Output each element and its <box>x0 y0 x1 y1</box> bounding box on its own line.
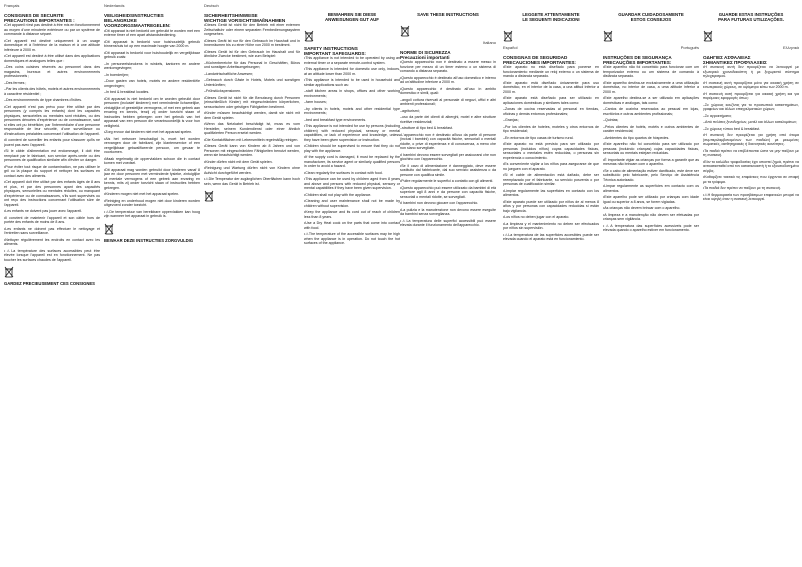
paragraph: •Este aparato está diseñado únicamente para uso doméstico, en el interior de la casa, a una altitud inferior a 2000 m. <box>503 80 599 94</box>
paragraph: –In bed & breakfast locaties. <box>104 90 150 95</box>
paragraph: –bed and breakfast type environments. <box>304 117 367 122</box>
paragraph: •Questo apparecchio è destinato all'uso in ambito domestico e simili, quali: <box>400 86 496 96</box>
paragraph: •Dieses Gerät kann von Kindern ab 8 Jahren und von Personen mit eingeschränkten Fähigkeiten benutzt werden, wenn sie beaufsichtigt werden. <box>204 144 300 158</box>
paragraph: –En entornos de tipo casas de turismo rural. <box>503 135 574 140</box>
recycle-bin-icon <box>400 25 410 37</box>
paragraph: •If the supply cord is damaged, it must be replaced by the manufacturer, its service agent or similarly qualified persons in order to avoid a hazard. <box>304 155 400 169</box>
paragraph: •Dieses Gerät ist nicht für den Betrieb mit einer externen Zeitschaltuhr oder einem separaten Fernbedienungssystem vorgesehen. <box>204 23 300 37</box>
paragraph: •⚠Η θερμοκρασία των προσβάσιμων επιφανειών μπορεί να είναι υψηλή όταν η συσκευή λειτουργεί. <box>703 192 799 202</box>
paragraph: •Kinderen mogen niet met het apparaat spelen. <box>104 192 180 197</box>
column-french <box>4 4 100 564</box>
paragraph: •Si el cable de alimentación está dañado, debe ser reemplazado por el fabricante, su servicio posventa o por personas de cualificación similar. <box>503 173 599 187</box>
paragraph: •As crianças não devem brincar com o aparelho. <box>603 206 681 211</box>
paragraph: •Dit apparaat is niet bedoeld om te worden gebruikt door personen (inclusief kinderen) met verminderde lichamelijke, zintuiglijke of geestelijke vermogens, of met een gebrek aan ervaring en kennis, tenzij zij onder toezicht staan of instructies hebben gekregen over het gebruik van het apparaat van een persoon die verantwoordelijk is voor hun veiligheid. <box>104 96 200 128</box>
paragraph: •This appliance is intended for domestic use only, indoors, at an altitude lower than 2000 m. <box>304 67 400 76</box>
paragraph: •Si le câble d'alimentation est endommagé, il doit être remplacé par le fabricant, son service après-vente ou des personnes de qualification similaire afin d'éviter un danger. <box>4 149 100 163</box>
paragraph: •Il convient de surveiller les enfants pour s'assurer qu'ils ne jouent pas avec l'appareil. <box>4 138 100 147</box>
paragraph: •Limpiar regularmente las superficies en contacto con los alimentos. <box>503 188 599 198</box>
paragraph: –Quintas; <box>603 118 619 123</box>
recycle-bin-icon <box>304 30 314 42</box>
paragraph: •Este aparelho não foi concebido para funcionar com um temporizador externo ou um sistema de comando à distância separado. <box>603 65 699 79</box>
paragraph: •A limpeza e a manutenção não devem ser efetuadas por crianças sem vigilância. <box>603 212 699 222</box>
section-title: CONSIGNAS DE SEGURIDAD PRECAUCIONES IMPORTANTES: <box>503 55 576 66</box>
symbol-row <box>503 30 599 42</box>
paragraph: •Este aparato puede ser utilizado por niños de al menos 8 años y por personas con capacidades reducidas si están bajo vigilancia. <box>503 199 599 213</box>
symbol-row <box>703 30 799 42</box>
paragraph: •Dit apparaat is bedoeld voor huishoudelijk en vergelijkbaar gebruik zoals: <box>104 50 200 60</box>
paragraph: •Este aparelho destina-se exclusivamente a uma utilização doméstica, no interior de casa, a uma altitude inferior a 2000 m. <box>603 80 699 94</box>
paragraph: •Pour éviter tout risque de contamination, ne pas utiliser le gril ou la plaque du support et nettoyer les surfaces en contact avec des aliments. <box>4 164 100 178</box>
paragraph: •Cleaning and user maintenance shall not be made by children without supervision. <box>304 199 400 208</box>
paragraph: •Use a Dry Heat cook on the parts that come into contact with food. <box>304 221 400 230</box>
symbol-row <box>4 266 100 278</box>
paragraph: –Από πελάτες ξενοδοχείων, μοτέλ και άλλων καταλυμάτων; <box>703 120 798 125</box>
keep-advice-banner: GUARDAR CUIDADOSAMENTE ESTOS CONSEJOS <box>618 12 684 22</box>
paragraph: •Dieses Gerät ist für den Gebrauch im Haushalt und für ähnliche Zwecke bestimmt, wie zum Beispiel: <box>204 49 300 59</box>
paragraph: –angoli cottura riservati al personale di negozi, uffici e altri ambienti professionali; <box>400 97 496 107</box>
paragraph: •Les enfants ne doivent pas jouer avec l'appareil. <box>4 209 83 214</box>
paragraph: –In personeelskeukens in winkels, kantoren en andere werkomgevingen; <box>104 61 200 71</box>
paragraph: –Door gasten van hotels, motels en andere residentiële omgevingen; <box>104 79 200 88</box>
recycle-bin-icon <box>104 223 114 235</box>
paragraph: •La pulizia e la manutenzione non devono essere eseguite da bambini senza sorveglianza. <box>400 207 496 217</box>
paragraph: •Als het netsnoer beschadigd is, moet het worden vervangen door de fabrikant, zijn klantenservice of een vergelijkbaar gekwalificeerde persoon, om gevaar te voorkomen. <box>104 136 200 155</box>
paragraph: •Questo apparecchio può essere utilizzato da bambini di età superiore agli 8 anni e da persone con capacità fisiche, sensoriali o mentali ridotte, se sorvegliati. <box>400 185 496 199</box>
paragraph: •⚠La température des surfaces accessibles peut être élevée lorsque l'appareil est en fonctionnement. Ne pas toucher les surfaces chaudes de l'appareil. <box>4 248 100 262</box>
paragraph-list <box>104 29 200 219</box>
paragraph: •Εάν το καλώδιο τροφοδοσίας έχει υποστεί ζημιά, πρέπει να αντικατασταθεί από τον κατασκευαστή ή το εξουσιοδοτημένο σέρβις. <box>703 159 799 173</box>
paragraph: •Children shall not play with the appliance. <box>304 192 372 197</box>
paragraph: –strutture di tipo bed & breakfast. <box>400 126 453 131</box>
paragraph: –Granjas; <box>503 118 519 123</box>
paragraph: –Küchenbereiche für das Personal in Geschäften, Büros und sonstigen Arbeitsumgebungen; <box>204 60 300 70</box>
section-title: VEILIGHEIDSINSTRUCTIES BELANGRIJKE VOORZORGSMAATREGELEN: <box>104 13 171 29</box>
paragraph: •Nettoyer régulièrement les endroits en contact avec les aliments. <box>4 237 100 247</box>
paragraph: •⚠La temperatura de las superficies accesibles puede ser elevada cuando el aparato está en funcionamiento. <box>503 232 599 242</box>
paragraph: –Gebrauch durch Gäste in Hotels, Motels und sonstigen Unterkünften; <box>204 78 300 87</box>
closing-title: BEWAAR DEZE INSTRUCTIES ZORGVULDIG <box>104 237 194 243</box>
paragraph-list <box>204 23 300 186</box>
paragraph: •This appliance is not intended for use by persons (including children) with reduced physical, sensory or mental capabilities, or lack of experience and knowledge, unless they have been given supervision or instruction. <box>304 124 400 142</box>
symbol-row <box>603 30 699 42</box>
paragraph: •Cet appareil est destiné uniquement à un usage domestique et à l'intérieur de la maison et à une altitude inférieure à 2000 m. <box>4 38 100 52</box>
paragraph: •Este aparato no está diseñado para ponerse en funcionamiento mediante un reloj externo o un sistema de mando a distancia separado. <box>503 65 599 79</box>
paragraph: •Wenn das Netzkabel beschädigt ist, muss es vom Hersteller, seinem Kundendienst oder einer ähnlich qualifizierten Person ersetzt werden. <box>204 122 300 136</box>
paragraph: –uso da parte dei clienti di alberghi, motel e altre strutture ricettive residenziali; <box>400 115 496 124</box>
paragraph: •Pulire regolarmente le superfici a contatto con gli alimenti. <box>400 179 494 184</box>
paragraph: •Este aparelho destina-se a ser utilizado em aplicações domésticas e análogas, tais como: <box>603 96 699 105</box>
paragraph: •Τα παιδιά πρέπει να επιβλέπονται ώστε να μην παίζουν με τη συσκευή. <box>703 148 799 158</box>
paragraph: •Children should be supervised to ensure that they do not play with the appliance. <box>304 144 400 153</box>
paragraph: –by clients in hotels, motels and other residential type environments; <box>304 106 400 116</box>
paragraph: •⚠La temperatura delle superfici accessibili può essere elevata durante il funzionamento dell'apparecchio. <box>400 218 496 228</box>
paragraph: •Dit apparaat mag worden gebruikt door kinderen vanaf 8 jaar en door personen met verminderde fysieke, zintuiglijke of mentale vermogens of een gebrek aan ervaring en kennis, mits zij onder toezicht staan of instructies hebben gekregen. <box>104 167 200 190</box>
language-label: Português <box>680 45 699 50</box>
language-label: Italiano <box>483 40 496 45</box>
paragraph-list <box>304 56 400 246</box>
paragraph: •Η συσκευή αυτή προορίζεται μόνο για οικιακή χρήση σε εσωτερικούς χώρους, σε υψόμετρο κάτω των 2000 m. <box>703 80 799 90</box>
paragraph: •La limpieza y el mantenimiento no deben ser efectuados por niños sin supervisión. <box>503 221 599 231</box>
keep-instructions-banner: BEWAHREN SIE DIESE ANWEISUNGEN GUT AUF <box>325 12 379 22</box>
paragraph: •Kinder müssen beaufsichtigt werden, damit sie nicht mit dem Gerät spielen. <box>204 111 300 120</box>
paragraph-list <box>400 60 496 228</box>
paragraph: •É importante vigiar as crianças por forma a garantir que as mesmas não brincam com o aparelho. <box>603 157 699 167</box>
recycle-bin-icon <box>703 30 713 42</box>
paragraph: •Questo apparecchio è destinato all'uso domestico e interno ad un'altitudine inferiore a 2000 m. <box>400 75 496 85</box>
closing-title: GARDEZ PRECIEUSEMENT CES CONSIGNES <box>4 281 95 287</box>
paragraph: –Ambientes do tipo quartos de hóspedes. <box>603 135 670 140</box>
section-title: ΟΔΗΓΙΕΣ ΑΣΦΑΛΕΙΑΣ ΣΗΜΑΝΤΙΚΕΣ ΠΡΟΦΥΛΑΞΕΙΣ <box>703 55 767 66</box>
column-english <box>304 4 400 564</box>
paragraph: –Σε αγροκτήματα; <box>703 113 732 118</box>
paragraph: –Cantos de cozinha reservados ao pessoal em lojas, escritórios e outros ambientes profissionais; <box>603 107 699 116</box>
paragraph: •Los niños no deben jugar con el aparato. <box>503 215 570 220</box>
recycle-bin-icon <box>603 30 613 42</box>
column-portuguese <box>603 4 699 564</box>
paragraph: •Dieses Gerät ist nur für den Gebrauch im Haushalt und in Innenräumen bis zu einer Höhe von 2000 m bestimmt. <box>204 38 300 48</box>
paragraph: •Καθαρίζετε τακτικά τις επιφάνειες που έρχονται σε επαφή με τα τρόφιμα. <box>703 175 799 184</box>
paragraph: –staff kitchen areas in shops, offices and other working environments; <box>304 89 400 98</box>
paragraph: •Este aparato no está previsto para ser utilizado por personas (incluidos niños) cuyas capacidades físicas, sensoriales o mentales estén reducidas, o personas sin experiencia o conocimiento. <box>503 142 599 160</box>
paragraph: –agriturismi; <box>400 108 420 113</box>
paragraph: –Des coins cuisines réservés au personnel dans des magasins, bureaux et autres environnements professionnels ; <box>4 65 100 79</box>
section-title: INSTRUÇÕES DE SEGURANÇA PRECAUÇÕES IMPORTANTES: <box>603 55 672 66</box>
paragraph: •Die Kontaktflächen mit Lebensmitteln regelmäßig reinigen. <box>204 137 299 142</box>
paragraph: –Par les clients des hôtels, motels et autres environnements à caractère résidentiel ; <box>4 87 100 96</box>
paragraph: •Clean regularly the surfaces in contact with food. <box>304 170 383 175</box>
paragraph: •Questo apparecchio non è destinato a essere messo in funzione per mezzo di un timer esterno o un sistema di comando a distanza separato. <box>400 60 496 74</box>
paragraph: –In boerderijen; <box>104 72 129 77</box>
symbol-row <box>400 25 496 37</box>
paragraph: •Reiniging en onderhoud mogen niet door kinderen worden uitgevoerd zonder toezicht. <box>104 198 200 208</box>
section-title: CONSIGNES DE SECURITE PRECAUTIONS IMPORTANTES : <box>4 13 75 24</box>
paragraph: •I bambini non devono giocare con l'apparecchio. <box>400 201 479 206</box>
paragraph-list <box>503 65 599 242</box>
paragraph: –Σε χώρους τύπου bed & breakfast. <box>703 126 761 131</box>
column-spanish <box>503 4 599 564</box>
paragraph: •⚠The temperature of the accessible surfaces may be high when the appliance is in operation. Do not touch the hot surfaces of the appliance. <box>304 232 400 246</box>
paragraph: •Cet appareil n'est pas destiné à être mis en fonctionnement au moyen d'une minuterie extérieure ou par un système de commande à distance séparé. <box>4 23 100 37</box>
paragraph: –Por los clientes de hoteles, moteles y otros entornos de tipo residencial; <box>503 124 599 134</box>
paragraph: •Η συσκευή αυτή προορίζεται για οικιακή χρήση και για παρόμοιες εφαρμογές όπως: <box>703 91 799 101</box>
paragraph: •Dieses Gerät ist nicht für die Benutzung durch Personen (einschließlich Kinder) mit eingeschränkten körperlichen, sensorischen oder geistigen Fähigkeiten bestimmt. <box>204 95 300 109</box>
language-label: Nederlands <box>104 4 125 8</box>
paragraph: –Landwirtschaftliche Anwesen; <box>204 71 254 76</box>
paragraph: –Des environnements de type chambres d'hôtes. <box>4 98 82 103</box>
paragraph: –Zonas de cocina reservadas al personal en tiendas, oficinas y demás entornos profesionales; <box>503 107 599 116</box>
paragraph: •L'apparecchio non è destinato all'uso da parte di persone (inclusi i bambini) con capacità fisiche, sensoriali o mentali ridotte, o prive di esperienza e di conoscenza, a meno che non siano sorvegliate. <box>400 132 496 151</box>
symbol-row <box>204 190 300 202</box>
paragraph: •⚠Die Temperatur der zugänglichen Oberflächen kann hoch sein, wenn das Gerät in Betrieb ist. <box>204 177 300 186</box>
recycle-bin-icon <box>4 266 14 278</box>
paragraph: •Dit apparaat is niet bedoeld om gebruikt te worden met een externe timer of een apart afstandsbediening. <box>104 28 200 38</box>
paragraph: •Cet appareil doit être utilisé par des enfants âgés de 8 ans et plus, et par des personnes ayant des capacités physiques, sensorielles ou mentales réduites, ou manquant d'expérience ou de connaissances, s'ils sont supervisés ou ont reçu des instructions concernant l'utilisation sûre de l'appareil. <box>4 180 100 207</box>
save-instructions-banner: SAVE THESE INSTRUCTIONS <box>417 12 479 17</box>
paragraph: •I bambini devono essere sorvegliati per assicurarsi che non giochino con l'apparecchio. <box>400 152 496 162</box>
paragraph: •Este aparato está diseñado para ser utilizado en aplicaciones domésticas y similares tales como: <box>503 96 599 105</box>
section-title: NORME DI SICUREZZA Precauzioni importanti <box>400 50 451 61</box>
paragraph: –Σε χώρους κουζίνας για το προσωπικό καταστημάτων, γραφείων και άλλων επαγγελματικών χώρων; <box>703 102 799 112</box>
paragraph: •This appliance is intended to be used in household and similar applications such as: <box>304 78 400 87</box>
read-carefully-banner: LEGGETE ATTENTAMENTE LE SEGUENTI INDICAZIONI <box>522 12 580 22</box>
recycle-bin-icon <box>503 30 513 42</box>
paragraph: •Este aparelho não foi concebido para ser utilizado por pessoas (incluindo crianças) cujas capacidades físicas, sensoriais ou mentais estejam reduzidas. <box>603 142 699 156</box>
recycle-bin-icon <box>204 190 214 202</box>
paragraph: •Η συσκευή αυτή δεν προορίζεται να λειτουργεί με εξωτερικό χρονοδιακόπτη ή με ξεχωριστό σύστημα τηλεχειρισμού. <box>703 65 799 79</box>
store-instructions-banner: GUARDE ESTAS INSTRUÇÕES PARA FUTURAS UTILIZAÇÕES. <box>718 12 784 22</box>
paragraph: •Zorg ervoor dat kinderen niet met het apparaat spelen. <box>104 130 193 135</box>
paragraph: •Cet appareil n'est pas prévu pour être utilisé par des personnes (y compris les enfants) dont les capacités physiques, sensorielles ou mentales sont réduites, ou des personnes dénuées d'expérience ou de connaissance, sauf si elles ont pu bénéficier, par l'intermédiaire d'une personne responsable de leur sécurité, d'une surveillance ou d'instructions préalables concernant l'utilisation de l'appareil. <box>4 104 100 136</box>
column-german <box>204 4 300 564</box>
paragraph: •Η συσκευή δεν προορίζεται για χρήση από άτομα (συμπεριλαμβανομένων των παιδιών) με μειωμένες σωματικές, αισθητηριακές ή διανοητικές ικανότητες. <box>703 133 799 147</box>
paragraph: –Pelos clientes de hotéis, motéis e outros ambientes de caráter residencial; <box>603 124 699 134</box>
paragraph: •Dit apparaat is bedoeld voor huishoudelijk gebruik binnenshuis tot op een maximale hoogte van 2000 m. <box>104 39 200 49</box>
paragraph: •⚠De temperatuur van bereikbare oppervlakken kan hoog zijn wanneer het apparaat in gebruik is. <box>104 209 200 219</box>
paragraph: –Des fermes ; <box>4 80 27 85</box>
paragraph: •Es conveniente vigilar a los niños para asegurarse de que no jueguen con el aparato. <box>503 162 599 171</box>
paragraph-list <box>4 23 100 262</box>
paragraph: •This appliance is not intended to be operated by using an external timer or a separate remote-control system. <box>304 56 400 65</box>
paragraph: •Se il cavo di alimentazione è danneggiato, deve essere sostituito dal fabbricante, dal suo servizio assistenza o da persone con qualifica simile. <box>400 163 496 177</box>
language-label: Français <box>4 4 20 8</box>
paragraph: •This appliance can be used by children aged from 8 years and above and persons with reduced physical, sensory or mental capabilities if they have been given supervision. <box>304 177 400 191</box>
paragraph-list <box>603 65 699 233</box>
paragraph: •Reinigung und Wartung dürfen nicht von Kindern ohne Aufsicht durchgeführt werden. <box>204 166 300 175</box>
paragraph: •Il convient de maintenir l'appareil et son câble hors de portée des enfants de moins de 8 ans. <box>4 215 100 225</box>
paragraph: –farm houses; <box>304 100 327 105</box>
section-title: SICHERHEITSHINWEISE WICHTIGE VORSICHTSMAßNAHMEN <box>204 13 286 24</box>
symbol-row <box>104 223 200 235</box>
column-greek <box>703 4 799 564</box>
paragraph: •⚠A temperatura das superfícies acessíveis pode ser elevada quando o aparelho estiver em funcionamento. <box>603 223 699 233</box>
column-dutch <box>104 4 200 564</box>
paragraph-list <box>703 65 799 202</box>
paragraph: •Les enfants ne doivent pas effectuer le nettoyage et l'entretien sans surveillance. <box>4 226 100 236</box>
paragraph: –Frühstückspensionen. <box>204 89 242 94</box>
language-label: Español <box>503 45 518 50</box>
paragraph: •Τα παιδιά δεν πρέπει να παίζουν με τη συσκευή. <box>703 186 781 191</box>
paragraph: •Cet appareil est destiné à être utilisé dans des applications domestiques et analogues telles que : <box>4 54 100 63</box>
column-italian <box>400 4 496 564</box>
symbol-row <box>304 30 400 42</box>
language-label: Deutsch <box>204 4 219 8</box>
paragraph: •Se o cabo de alimentação estiver danificado, este deve ser substituído pelo fabricante, pelo Serviço de Assistência Técnica autorizado. <box>603 168 699 182</box>
paragraph: •Keep the appliance and its cord out of reach of children less than 8 years. <box>304 210 400 219</box>
language-label: Ελληνικά <box>782 45 799 50</box>
paragraph: •Maak regelmatig de oppervlakken schoon die in contact komen met voedsel. <box>104 156 200 166</box>
paragraph: •Este aparelho pode ser utilizado por crianças com idade igual ou superior a 8 anos, se forem vigiadas. <box>603 195 699 204</box>
paragraph: •Limpar regularmente as superfícies em contacto com os alimentos. <box>603 184 699 193</box>
section-title: SAFETY INSTRUCTIONS IMPORTANT SAFEGUARDS: <box>304 46 366 57</box>
paragraph: •Kinder dürfen nicht mit dem Gerät spielen. <box>204 159 273 164</box>
